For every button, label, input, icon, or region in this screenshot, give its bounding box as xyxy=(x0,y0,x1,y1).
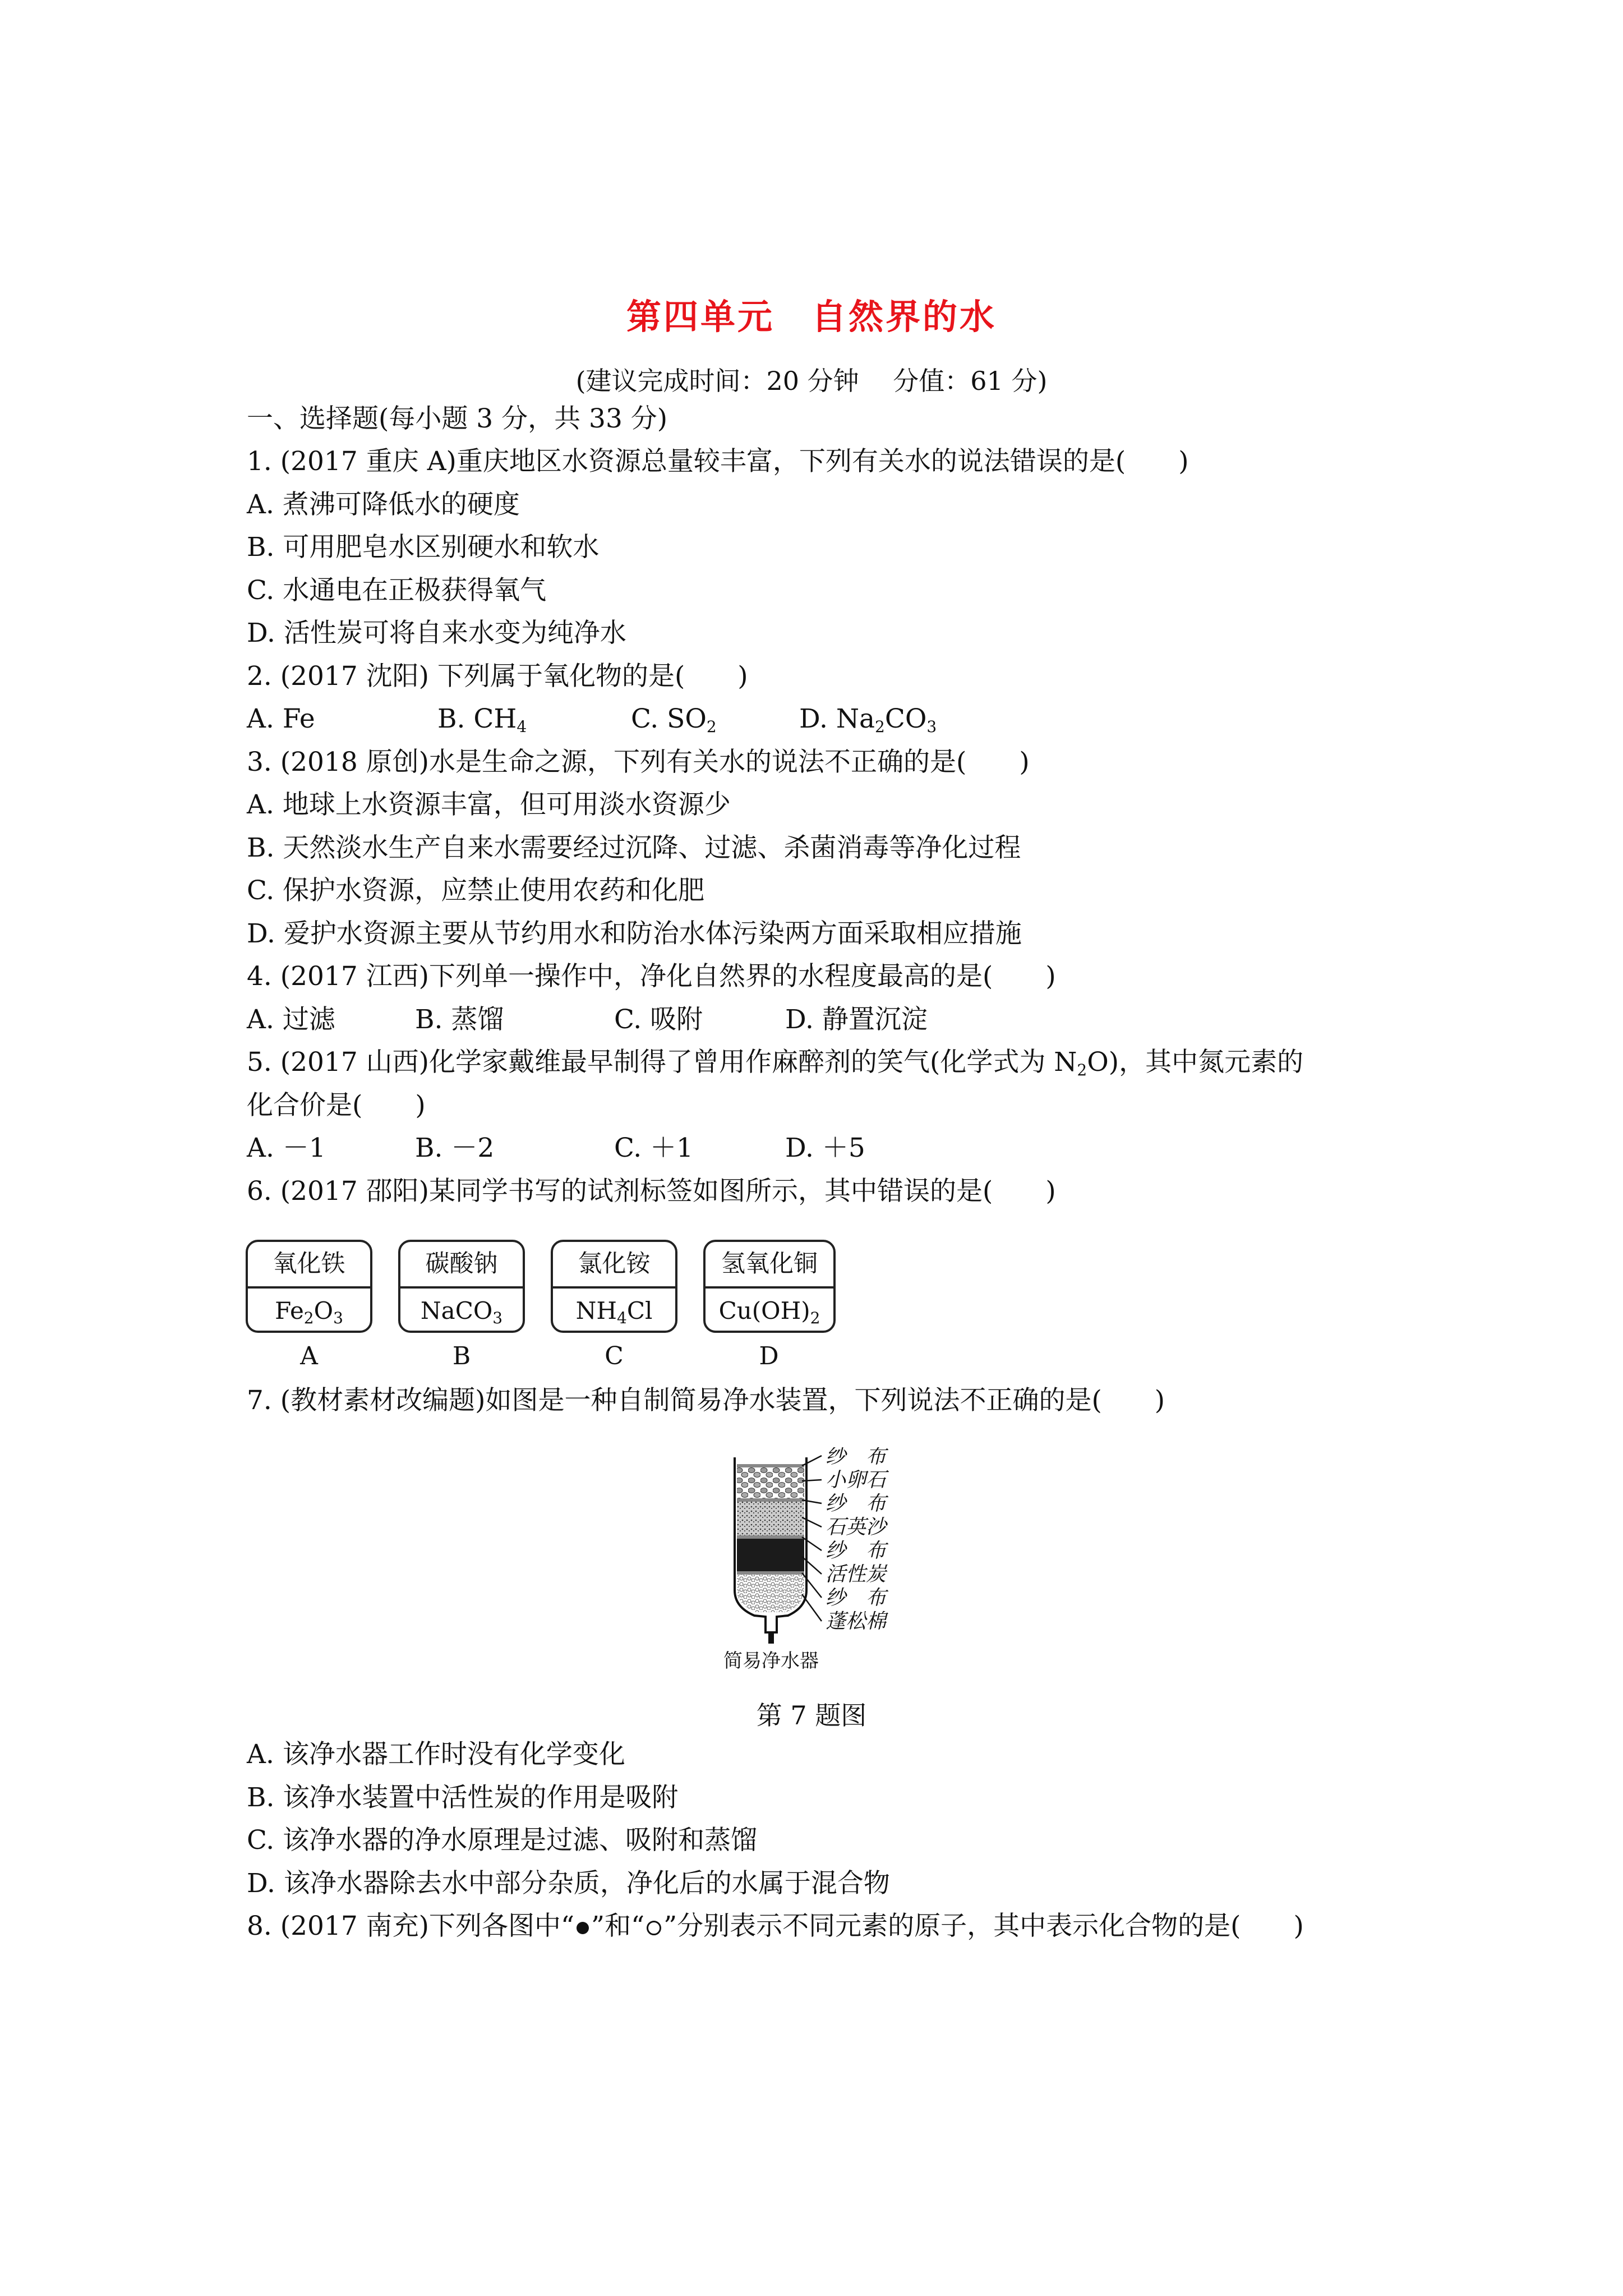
open-circle-icon xyxy=(647,1921,661,1935)
q3-option-b: B. 天然淡水生产自来水需要经过沉降、过滤、杀菌消毒等净化过程 xyxy=(247,832,1021,863)
figure-caption: 第 7 题图 xyxy=(756,1700,867,1731)
layer-quartz-sand xyxy=(737,1502,804,1535)
q1-option-a: A. 煮沸可降低水的硬度 xyxy=(247,489,520,520)
q5-option-c: C. ＋1 xyxy=(614,1133,694,1163)
figure-layer-label: 纱 布 xyxy=(826,1447,887,1468)
q7-option-b: B. 该净水装置中活性炭的作用是吸附 xyxy=(247,1782,679,1813)
layer-gauze xyxy=(737,1571,804,1575)
layer-gauze xyxy=(737,1464,804,1467)
q2-stem: 2. (2017 沈阳) 下列属于氧化物的是( ) xyxy=(247,661,748,692)
label-letter-b: B xyxy=(452,1342,471,1370)
layer-gauze xyxy=(737,1535,804,1539)
q5-stem: 5. (2017 山西)化学家戴维最早制得了曾用作麻醉剂的笑气(化学式为 $N_2O$)，其中氮元素的 xyxy=(247,1047,1304,1079)
label-name: 氯化铵 xyxy=(553,1242,675,1289)
figure-layer-label: 石英沙 xyxy=(826,1516,887,1539)
q2-options xyxy=(247,702,937,736)
q5-options xyxy=(247,1131,865,1165)
q3-option-a: A. 地球上水资源丰富，但可用淡水资源少 xyxy=(247,789,731,820)
section-heading: 一、选择题(每小题 3 分，共 33 分) xyxy=(247,403,668,434)
label-name: 碳酸钠 xyxy=(400,1242,523,1289)
q3-option-c: C. 保护水资源，应禁止使用农药和化肥 xyxy=(247,875,705,906)
q4-option-d: D. 静置沉淀 xyxy=(785,1004,928,1035)
label-letter-d: D xyxy=(759,1342,779,1370)
reagent-label-d xyxy=(703,1240,836,1333)
label-name: 氧化铁 xyxy=(248,1242,370,1289)
label-letter-a: A xyxy=(300,1342,318,1370)
layer-activated-carbon xyxy=(737,1539,804,1571)
q1-option-c: C. 水通电在正极获得氧气 xyxy=(247,575,547,606)
figure-layer-label: 蓬松棉 xyxy=(826,1610,887,1633)
time-score-note: (建议完成时间：20 分钟 分值：61 分) xyxy=(575,366,1048,396)
layer-pebbles xyxy=(737,1467,804,1498)
q2-option-c: C. $SO_2$ xyxy=(631,703,717,736)
reagent-label-a xyxy=(246,1240,372,1333)
q7-option-a: A. 该净水器工作时没有化学变化 xyxy=(247,1739,625,1770)
q5-option-b: B. －2 xyxy=(415,1133,495,1163)
water-purifier-figure xyxy=(723,1447,981,1672)
label-formula: NaCO$_3$ xyxy=(420,1297,503,1327)
page-title: 第四单元 自然界的水 xyxy=(626,296,997,337)
q1-option-d: D. 活性炭可将自来水变为纯净水 xyxy=(247,618,626,648)
q4-options xyxy=(247,1003,928,1037)
label-formula: $Cu(OH)_2$ xyxy=(718,1297,820,1327)
water-purifier-diagram xyxy=(723,1447,981,1672)
filled-circle-icon xyxy=(577,1922,589,1934)
q2-option-d: D. $Na_2CO_3$ xyxy=(799,703,937,736)
q3-option-d: D. 爱护水资源主要从节约用水和防治水体污染两方面采取相应措施 xyxy=(247,918,1022,949)
q5-stem-line2: 化合价是( ) xyxy=(247,1090,426,1121)
q1-stem: 1. (2017 重庆 A)重庆地区水资源总量较丰富，下列有关水的说法错误的是( ) xyxy=(247,446,1189,477)
q7-stem: 7. (教材素材改编题)如图是一种自制简易净水装置，下列说法不正确的是( ) xyxy=(247,1385,1165,1416)
q4-stem: 4. (2017 江西)下列单一操作中，净化自然界的水程度最高的是( ) xyxy=(247,961,1056,992)
q2-option-a: A. Fe xyxy=(247,703,315,734)
label-name: 氢氧化铜 xyxy=(706,1242,833,1289)
q1-option-b: B. 可用肥皂水区别硬水和软水 xyxy=(247,532,600,563)
q6-stem: 6. (2017 邵阳)某同学书写的试剂标签如图所示，其中错误的是( ) xyxy=(247,1176,1056,1207)
q5-option-d: D. ＋5 xyxy=(785,1133,865,1163)
figure-layer-label: 活性炭 xyxy=(826,1563,887,1586)
figure-layer-label: 小卵石 xyxy=(826,1469,887,1492)
figure-layer-label: 纱 布 xyxy=(826,1492,887,1515)
q4-option-c: C. 吸附 xyxy=(614,1004,703,1035)
layer-gauze xyxy=(737,1498,804,1502)
q2-option-b: B. $CH_4$ xyxy=(437,703,527,736)
label-letter-c: C xyxy=(605,1342,624,1370)
reagent-label-b xyxy=(398,1240,525,1333)
q7-option-c: C. 该净水器的净水原理是过滤、吸附和蒸馏 xyxy=(247,1825,758,1856)
q4-option-a: A. 过滤 xyxy=(247,1004,335,1035)
figure-layer-label: 纱 布 xyxy=(826,1586,887,1609)
q3-stem: 3. (2018 原创)水是生命之源，下列有关水的说法不正确的是( ) xyxy=(247,747,1030,777)
layer-cotton xyxy=(737,1575,804,1612)
label-formula: $NH_4Cl$ xyxy=(575,1297,653,1327)
outlet-pipe xyxy=(768,1632,774,1644)
reagent-label-c xyxy=(551,1240,677,1333)
q7-option-d: D. 该净水器除去水中部分杂质，净化后的水属于混合物 xyxy=(247,1868,890,1899)
figure-layer-label: 纱 布 xyxy=(826,1539,887,1562)
q8-stem: 8. (2017 南充)下列各图中“ ”和“ ”分别表示不同元素的原子，其中表示化合物的是( ) xyxy=(247,1911,1304,1941)
figure-name: 简易净水器 xyxy=(723,1650,819,1672)
q5-option-a: A. －1 xyxy=(247,1133,326,1163)
q4-option-b: B. 蒸馏 xyxy=(415,1004,504,1035)
label-formula: $Fe_2O_3$ xyxy=(275,1297,343,1327)
